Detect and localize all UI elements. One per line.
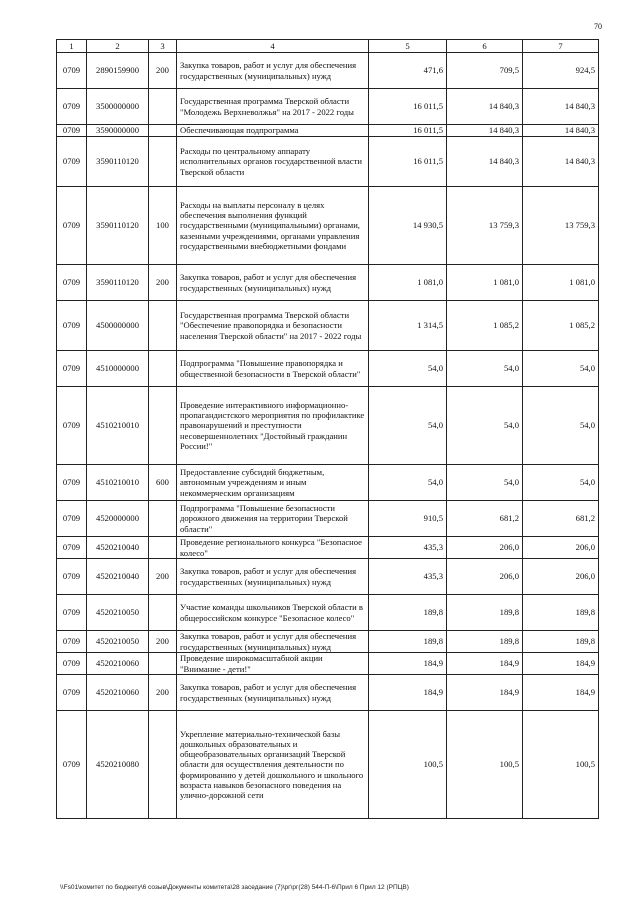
- item-name-cell: Укрепление материально-технической базы дошкольных образовательных и общеобразовательных организаций Тверской области для осуществления деятельности по формированию у детей дошкольного и школьного возраста навыков безопасного поведения на улично-дорожной сети: [177, 711, 369, 819]
- page-number: 70: [594, 22, 602, 31]
- table-row: [57, 125, 599, 137]
- amount-year-2-cell: 14 840,3: [447, 125, 523, 137]
- amount-year-3-cell: 206,0: [523, 537, 599, 559]
- section-cell: 0709: [57, 631, 87, 653]
- amount-year-3-cell: 14 840,3: [523, 137, 599, 187]
- amount-year-3-cell: 184,9: [523, 675, 599, 711]
- amount-year-1-cell: 189,8: [369, 595, 447, 631]
- amount-year-3-cell: 14 840,3: [523, 89, 599, 125]
- table-row: [57, 537, 599, 559]
- section-cell: 0709: [57, 465, 87, 501]
- target-code-cell: 3590110120: [87, 137, 149, 187]
- target-code-cell: 4520210050: [87, 631, 149, 653]
- amount-year-1-cell: 435,3: [369, 537, 447, 559]
- section-cell: 0709: [57, 595, 87, 631]
- target-code-cell: 4510000000: [87, 351, 149, 387]
- amount-year-1-cell: 14 930,5: [369, 187, 447, 265]
- expense-type-cell: [149, 595, 177, 631]
- amount-year-1-cell: 16 011,5: [369, 89, 447, 125]
- amount-year-3-cell: 189,8: [523, 595, 599, 631]
- amount-year-1-cell: 910,5: [369, 501, 447, 537]
- item-name-cell: Расходы на выплаты персоналу в целях обеспечения выполнения функций государственными (муниципальными) органами, казенными учреждениями, органами управления государственными внебюджетными фондами: [177, 187, 369, 265]
- target-code-cell: 2890159900: [87, 53, 149, 89]
- target-code-cell: 4520210040: [87, 559, 149, 595]
- section-cell: 0709: [57, 89, 87, 125]
- target-code-cell: 3590110120: [87, 187, 149, 265]
- target-code-cell: 4520000000: [87, 501, 149, 537]
- amount-year-3-cell: 14 840,3: [523, 125, 599, 137]
- amount-year-3-cell: 206,0: [523, 559, 599, 595]
- col-header-6: 6: [447, 40, 523, 53]
- target-code-cell: 3500000000: [87, 89, 149, 125]
- section-cell: 0709: [57, 559, 87, 595]
- item-name-cell: Предоставление субсидий бюджетным, автономным учреждениям и иным некоммерческим организациям: [177, 465, 369, 501]
- amount-year-2-cell: 54,0: [447, 351, 523, 387]
- item-name-cell: Подпрограмма "Повышение безопасности дорожного движения на территории Тверской области": [177, 501, 369, 537]
- section-cell: 0709: [57, 187, 87, 265]
- expense-type-cell: [149, 351, 177, 387]
- item-name-cell: Закупка товаров, работ и услуг для обеспечения государственных (муниципальных) нужд: [177, 631, 369, 653]
- target-code-cell: 3590000000: [87, 125, 149, 137]
- amount-year-2-cell: 100,5: [447, 711, 523, 819]
- amount-year-3-cell: 54,0: [523, 351, 599, 387]
- table-row: [57, 711, 599, 819]
- target-code-cell: 4510210010: [87, 387, 149, 465]
- item-name-cell: Закупка товаров, работ и услуг для обеспечения государственных (муниципальных) нужд: [177, 265, 369, 301]
- item-name-cell: Закупка товаров, работ и услуг для обеспечения государственных (муниципальных) нужд: [177, 675, 369, 711]
- amount-year-1-cell: 100,5: [369, 711, 447, 819]
- table-row: [57, 89, 599, 125]
- file-path-footer: \\Fs01\комитет по бюджету\6 созыв\Документы комитета\28 заседание (7)\рг\рг(28) 544-П-6\Прил 6 Прил 12 (РПЦВ): [60, 884, 409, 891]
- amount-year-1-cell: 435,3: [369, 559, 447, 595]
- section-cell: 0709: [57, 653, 87, 675]
- table-row: [57, 387, 599, 465]
- section-cell: 0709: [57, 537, 87, 559]
- expense-type-cell: [149, 501, 177, 537]
- amount-year-3-cell: 100,5: [523, 711, 599, 819]
- expense-type-cell: [149, 125, 177, 137]
- expense-type-cell: 200: [149, 675, 177, 711]
- amount-year-3-cell: 1 081,0: [523, 265, 599, 301]
- table-row: [57, 187, 599, 265]
- amount-year-2-cell: 681,2: [447, 501, 523, 537]
- table-row: [57, 265, 599, 301]
- table-row: [57, 53, 599, 89]
- table-row: [57, 631, 599, 653]
- amount-year-1-cell: 54,0: [369, 465, 447, 501]
- amount-year-3-cell: 189,8: [523, 631, 599, 653]
- amount-year-1-cell: 184,9: [369, 653, 447, 675]
- amount-year-2-cell: 184,9: [447, 653, 523, 675]
- expense-type-cell: 200: [149, 631, 177, 653]
- col-header-4: 4: [177, 40, 369, 53]
- item-name-cell: Закупка товаров, работ и услуг для обеспечения государственных (муниципальных) нужд: [177, 559, 369, 595]
- item-name-cell: Обеспечивающая подпрограмма: [177, 125, 369, 137]
- amount-year-2-cell: 1 085,2: [447, 301, 523, 351]
- amount-year-2-cell: 206,0: [447, 559, 523, 595]
- col-header-7: 7: [523, 40, 599, 53]
- amount-year-1-cell: 189,8: [369, 631, 447, 653]
- table-row: [57, 595, 599, 631]
- expense-type-cell: 200: [149, 265, 177, 301]
- section-cell: 0709: [57, 53, 87, 89]
- table-row: [57, 653, 599, 675]
- amount-year-2-cell: 184,9: [447, 675, 523, 711]
- amount-year-3-cell: 184,9: [523, 653, 599, 675]
- col-header-3: 3: [149, 40, 177, 53]
- item-name-cell: Подпрограмма "Повышение правопорядка и общественной безопасности в Тверской области": [177, 351, 369, 387]
- amount-year-2-cell: 1 081,0: [447, 265, 523, 301]
- amount-year-1-cell: 1 314,5: [369, 301, 447, 351]
- section-cell: 0709: [57, 351, 87, 387]
- amount-year-1-cell: 54,0: [369, 387, 447, 465]
- item-name-cell: Проведение интерактивного информационно-пропагандистского мероприятия по профилактике правонарушений и преступности несовершеннолетних "Достойный гражданин России!": [177, 387, 369, 465]
- amount-year-1-cell: 16 011,5: [369, 125, 447, 137]
- amount-year-2-cell: 14 840,3: [447, 89, 523, 125]
- section-cell: 0709: [57, 137, 87, 187]
- header-row: [57, 40, 599, 53]
- table-row: [57, 559, 599, 595]
- table-row: [57, 137, 599, 187]
- target-code-cell: 3590110120: [87, 265, 149, 301]
- expense-type-cell: 600: [149, 465, 177, 501]
- table-row: [57, 501, 599, 537]
- target-code-cell: 4520210040: [87, 537, 149, 559]
- table-row: [57, 301, 599, 351]
- table-row: [57, 465, 599, 501]
- amount-year-2-cell: 54,0: [447, 465, 523, 501]
- amount-year-3-cell: 54,0: [523, 465, 599, 501]
- item-name-cell: Закупка товаров, работ и услуг для обеспечения государственных (муниципальных) нужд: [177, 53, 369, 89]
- item-name-cell: Государственная программа Тверской области "Молодежь Верхневолжья" на 2017 - 2022 годы: [177, 89, 369, 125]
- table-row: [57, 351, 599, 387]
- item-name-cell: Проведение регионального конкурса "Безопасное колесо": [177, 537, 369, 559]
- section-cell: 0709: [57, 675, 87, 711]
- expense-type-cell: [149, 89, 177, 125]
- section-cell: 0709: [57, 501, 87, 537]
- item-name-cell: Государственная программа Тверской области "Обеспечение правопорядка и безопасности населения Тверской области" на 2017 - 2022 годы: [177, 301, 369, 351]
- amount-year-1-cell: 16 011,5: [369, 137, 447, 187]
- budget-table: [56, 39, 599, 819]
- amount-year-2-cell: 14 840,3: [447, 137, 523, 187]
- amount-year-3-cell: 13 759,3: [523, 187, 599, 265]
- section-cell: 0709: [57, 265, 87, 301]
- table-row: [57, 675, 599, 711]
- expense-type-cell: [149, 137, 177, 187]
- item-name-cell: Проведение широкомасштабной акции "Внимание - дети!": [177, 653, 369, 675]
- target-code-cell: 4520210080: [87, 711, 149, 819]
- section-cell: 0709: [57, 301, 87, 351]
- section-cell: 0709: [57, 125, 87, 137]
- target-code-cell: 4500000000: [87, 301, 149, 351]
- target-code-cell: 4510210010: [87, 465, 149, 501]
- expense-type-cell: 200: [149, 53, 177, 89]
- expense-type-cell: 200: [149, 559, 177, 595]
- amount-year-2-cell: 54,0: [447, 387, 523, 465]
- amount-year-3-cell: 924,5: [523, 53, 599, 89]
- amount-year-2-cell: 189,8: [447, 595, 523, 631]
- target-code-cell: 4520210060: [87, 675, 149, 711]
- col-header-2: 2: [87, 40, 149, 53]
- expense-type-cell: [149, 653, 177, 675]
- amount-year-2-cell: 206,0: [447, 537, 523, 559]
- amount-year-1-cell: 54,0: [369, 351, 447, 387]
- amount-year-2-cell: 13 759,3: [447, 187, 523, 265]
- expense-type-cell: [149, 301, 177, 351]
- amount-year-3-cell: 681,2: [523, 501, 599, 537]
- expense-type-cell: [149, 711, 177, 819]
- target-code-cell: 4520210050: [87, 595, 149, 631]
- amount-year-1-cell: 1 081,0: [369, 265, 447, 301]
- amount-year-3-cell: 54,0: [523, 387, 599, 465]
- amount-year-3-cell: 1 085,2: [523, 301, 599, 351]
- target-code-cell: 4520210060: [87, 653, 149, 675]
- amount-year-2-cell: 189,8: [447, 631, 523, 653]
- amount-year-1-cell: 184,9: [369, 675, 447, 711]
- expense-type-cell: 100: [149, 187, 177, 265]
- expense-type-cell: [149, 537, 177, 559]
- expense-type-cell: [149, 387, 177, 465]
- col-header-1: 1: [57, 40, 87, 53]
- section-cell: 0709: [57, 387, 87, 465]
- section-cell: 0709: [57, 711, 87, 819]
- col-header-5: 5: [369, 40, 447, 53]
- item-name-cell: Участие команды школьников Тверской области в общероссийском конкурсе "Безопасное колесо": [177, 595, 369, 631]
- item-name-cell: Расходы по центральному аппарату исполнительных органов государственной власти Тверской области: [177, 137, 369, 187]
- amount-year-1-cell: 471,6: [369, 53, 447, 89]
- amount-year-2-cell: 709,5: [447, 53, 523, 89]
